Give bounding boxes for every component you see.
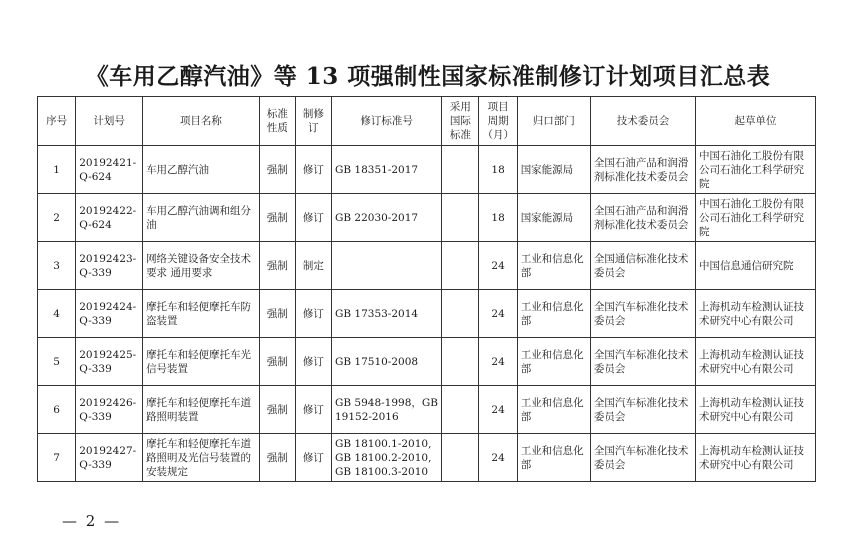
cell-standard-number: GB 22030-2017 xyxy=(331,194,441,242)
cell-period: 24 xyxy=(479,434,517,482)
cell-committee: 全国通信标准化技术委员会 xyxy=(590,242,695,290)
cell-drafter: 上海机动车检测认证技术研究中心有限公司 xyxy=(695,290,815,338)
cell-committee: 全国汽车标准化技术委员会 xyxy=(590,338,695,386)
cell-standard-number: GB 18100.1-2010, GB 18100.2-2010, GB 18100.3-2010 xyxy=(331,434,441,482)
cell-plan-number: 20192425-Q-339 xyxy=(76,338,143,386)
cell-project-name: 车用乙醇汽油 xyxy=(143,146,260,194)
cell-committee: 全国石油产品和润滑剂标准化技术委员会 xyxy=(590,194,695,242)
cell-type: 修订 xyxy=(295,290,331,338)
cell-committee: 全国汽车标准化技术委员会 xyxy=(590,386,695,434)
header-revision-type: 制修订 xyxy=(295,97,331,146)
cell-standard-number xyxy=(331,242,441,290)
cell-department: 工业和信息化部 xyxy=(517,290,590,338)
cell-seq: 1 xyxy=(38,146,76,194)
table-header-row xyxy=(38,97,816,146)
header-standard-nature: 标准性质 xyxy=(259,97,295,146)
page-number: — 2 — xyxy=(62,512,122,530)
cell-international xyxy=(442,146,479,194)
cell-international xyxy=(442,242,479,290)
cell-seq: 3 xyxy=(38,242,76,290)
cell-drafter: 中国石油化工股份有限公司石油化工科学研究院 xyxy=(695,146,815,194)
cell-nature: 强制 xyxy=(259,146,295,194)
header-period: 项目周期（月） xyxy=(479,97,517,146)
header-project-name: 项目名称 xyxy=(143,97,260,146)
cell-department: 工业和信息化部 xyxy=(517,386,590,434)
cell-period: 24 xyxy=(479,242,517,290)
cell-drafter: 上海机动车检测认证技术研究中心有限公司 xyxy=(695,434,815,482)
header-committee: 技术委员会 xyxy=(590,97,695,146)
table-row xyxy=(38,194,816,242)
cell-nature: 强制 xyxy=(259,338,295,386)
cell-committee: 全国汽车标准化技术委员会 xyxy=(590,290,695,338)
cell-plan-number: 20192426-Q-339 xyxy=(76,386,143,434)
cell-project-name: 摩托车和轻便摩托车道路照明及光信号装置的安装规定 xyxy=(143,434,260,482)
cell-seq: 7 xyxy=(38,434,76,482)
cell-period: 24 xyxy=(479,338,517,386)
cell-international xyxy=(442,194,479,242)
table-row xyxy=(38,386,816,434)
table-row xyxy=(38,242,816,290)
cell-nature: 强制 xyxy=(259,290,295,338)
cell-type: 修订 xyxy=(295,146,331,194)
cell-standard-number: GB 5948-1998，GB 19152-2016 xyxy=(331,386,441,434)
table-row xyxy=(38,290,816,338)
cell-period: 18 xyxy=(479,194,517,242)
cell-plan-number: 20192422-Q-624 xyxy=(76,194,143,242)
cell-period: 18 xyxy=(479,146,517,194)
cell-department: 工业和信息化部 xyxy=(517,434,590,482)
cell-drafter: 上海机动车检测认证技术研究中心有限公司 xyxy=(695,386,815,434)
cell-drafter: 上海机动车检测认证技术研究中心有限公司 xyxy=(695,338,815,386)
plan-table xyxy=(37,96,816,482)
cell-department: 工业和信息化部 xyxy=(517,242,590,290)
header-seq: 序号 xyxy=(38,97,76,146)
cell-project-name: 网络关键设备安全技术要求 通用要求 xyxy=(143,242,260,290)
cell-nature: 强制 xyxy=(259,434,295,482)
cell-drafter: 中国信息通信研究院 xyxy=(695,242,815,290)
cell-type: 制定 xyxy=(295,242,331,290)
cell-standard-number: GB 17353-2014 xyxy=(331,290,441,338)
cell-type: 修订 xyxy=(295,434,331,482)
cell-department: 国家能源局 xyxy=(517,146,590,194)
cell-project-name: 摩托车和轻便摩托车光信号装置 xyxy=(143,338,260,386)
cell-nature: 强制 xyxy=(259,386,295,434)
header-plan-number: 计划号 xyxy=(76,97,143,146)
cell-nature: 强制 xyxy=(259,194,295,242)
table-row xyxy=(38,146,816,194)
cell-standard-number: GB 18351-2017 xyxy=(331,146,441,194)
cell-period: 24 xyxy=(479,290,517,338)
cell-nature: 强制 xyxy=(259,242,295,290)
cell-international xyxy=(442,290,479,338)
cell-type: 修订 xyxy=(295,386,331,434)
cell-standard-number: GB 17510-2008 xyxy=(331,338,441,386)
cell-type: 修订 xyxy=(295,338,331,386)
cell-plan-number: 20192427-Q-339 xyxy=(76,434,143,482)
cell-drafter: 中国石油化工股份有限公司石油化工科学研究院 xyxy=(695,194,815,242)
cell-plan-number: 20192424-Q-339 xyxy=(76,290,143,338)
cell-seq: 5 xyxy=(38,338,76,386)
table-row xyxy=(38,338,816,386)
cell-international xyxy=(442,338,479,386)
cell-seq: 6 xyxy=(38,386,76,434)
header-drafter: 起草单位 xyxy=(695,97,815,146)
table-row xyxy=(38,434,816,482)
cell-project-name: 车用乙醇汽油调和组分油 xyxy=(143,194,260,242)
header-international-standard: 采用国际标准 xyxy=(442,97,479,146)
cell-committee: 全国石油产品和润滑剂标准化技术委员会 xyxy=(590,146,695,194)
cell-plan-number: 20192423-Q-339 xyxy=(76,242,143,290)
cell-department: 国家能源局 xyxy=(517,194,590,242)
cell-international xyxy=(442,434,479,482)
header-revised-standard: 修订标准号 xyxy=(331,97,441,146)
cell-seq: 2 xyxy=(38,194,76,242)
cell-international xyxy=(442,386,479,434)
page-title: 《车用乙醇汽油》等 13 项强制性国家标准制修订计划项目汇总表 xyxy=(85,63,771,90)
cell-type: 修订 xyxy=(295,194,331,242)
cell-project-name: 摩托车和轻便摩托车防盗装置 xyxy=(143,290,260,338)
cell-seq: 4 xyxy=(38,290,76,338)
cell-plan-number: 20192421-Q-624 xyxy=(76,146,143,194)
cell-period: 24 xyxy=(479,386,517,434)
cell-committee: 全国汽车标准化技术委员会 xyxy=(590,434,695,482)
header-department: 归口部门 xyxy=(517,97,590,146)
cell-project-name: 摩托车和轻便摩托车道路照明装置 xyxy=(143,386,260,434)
cell-department: 工业和信息化部 xyxy=(517,338,590,386)
